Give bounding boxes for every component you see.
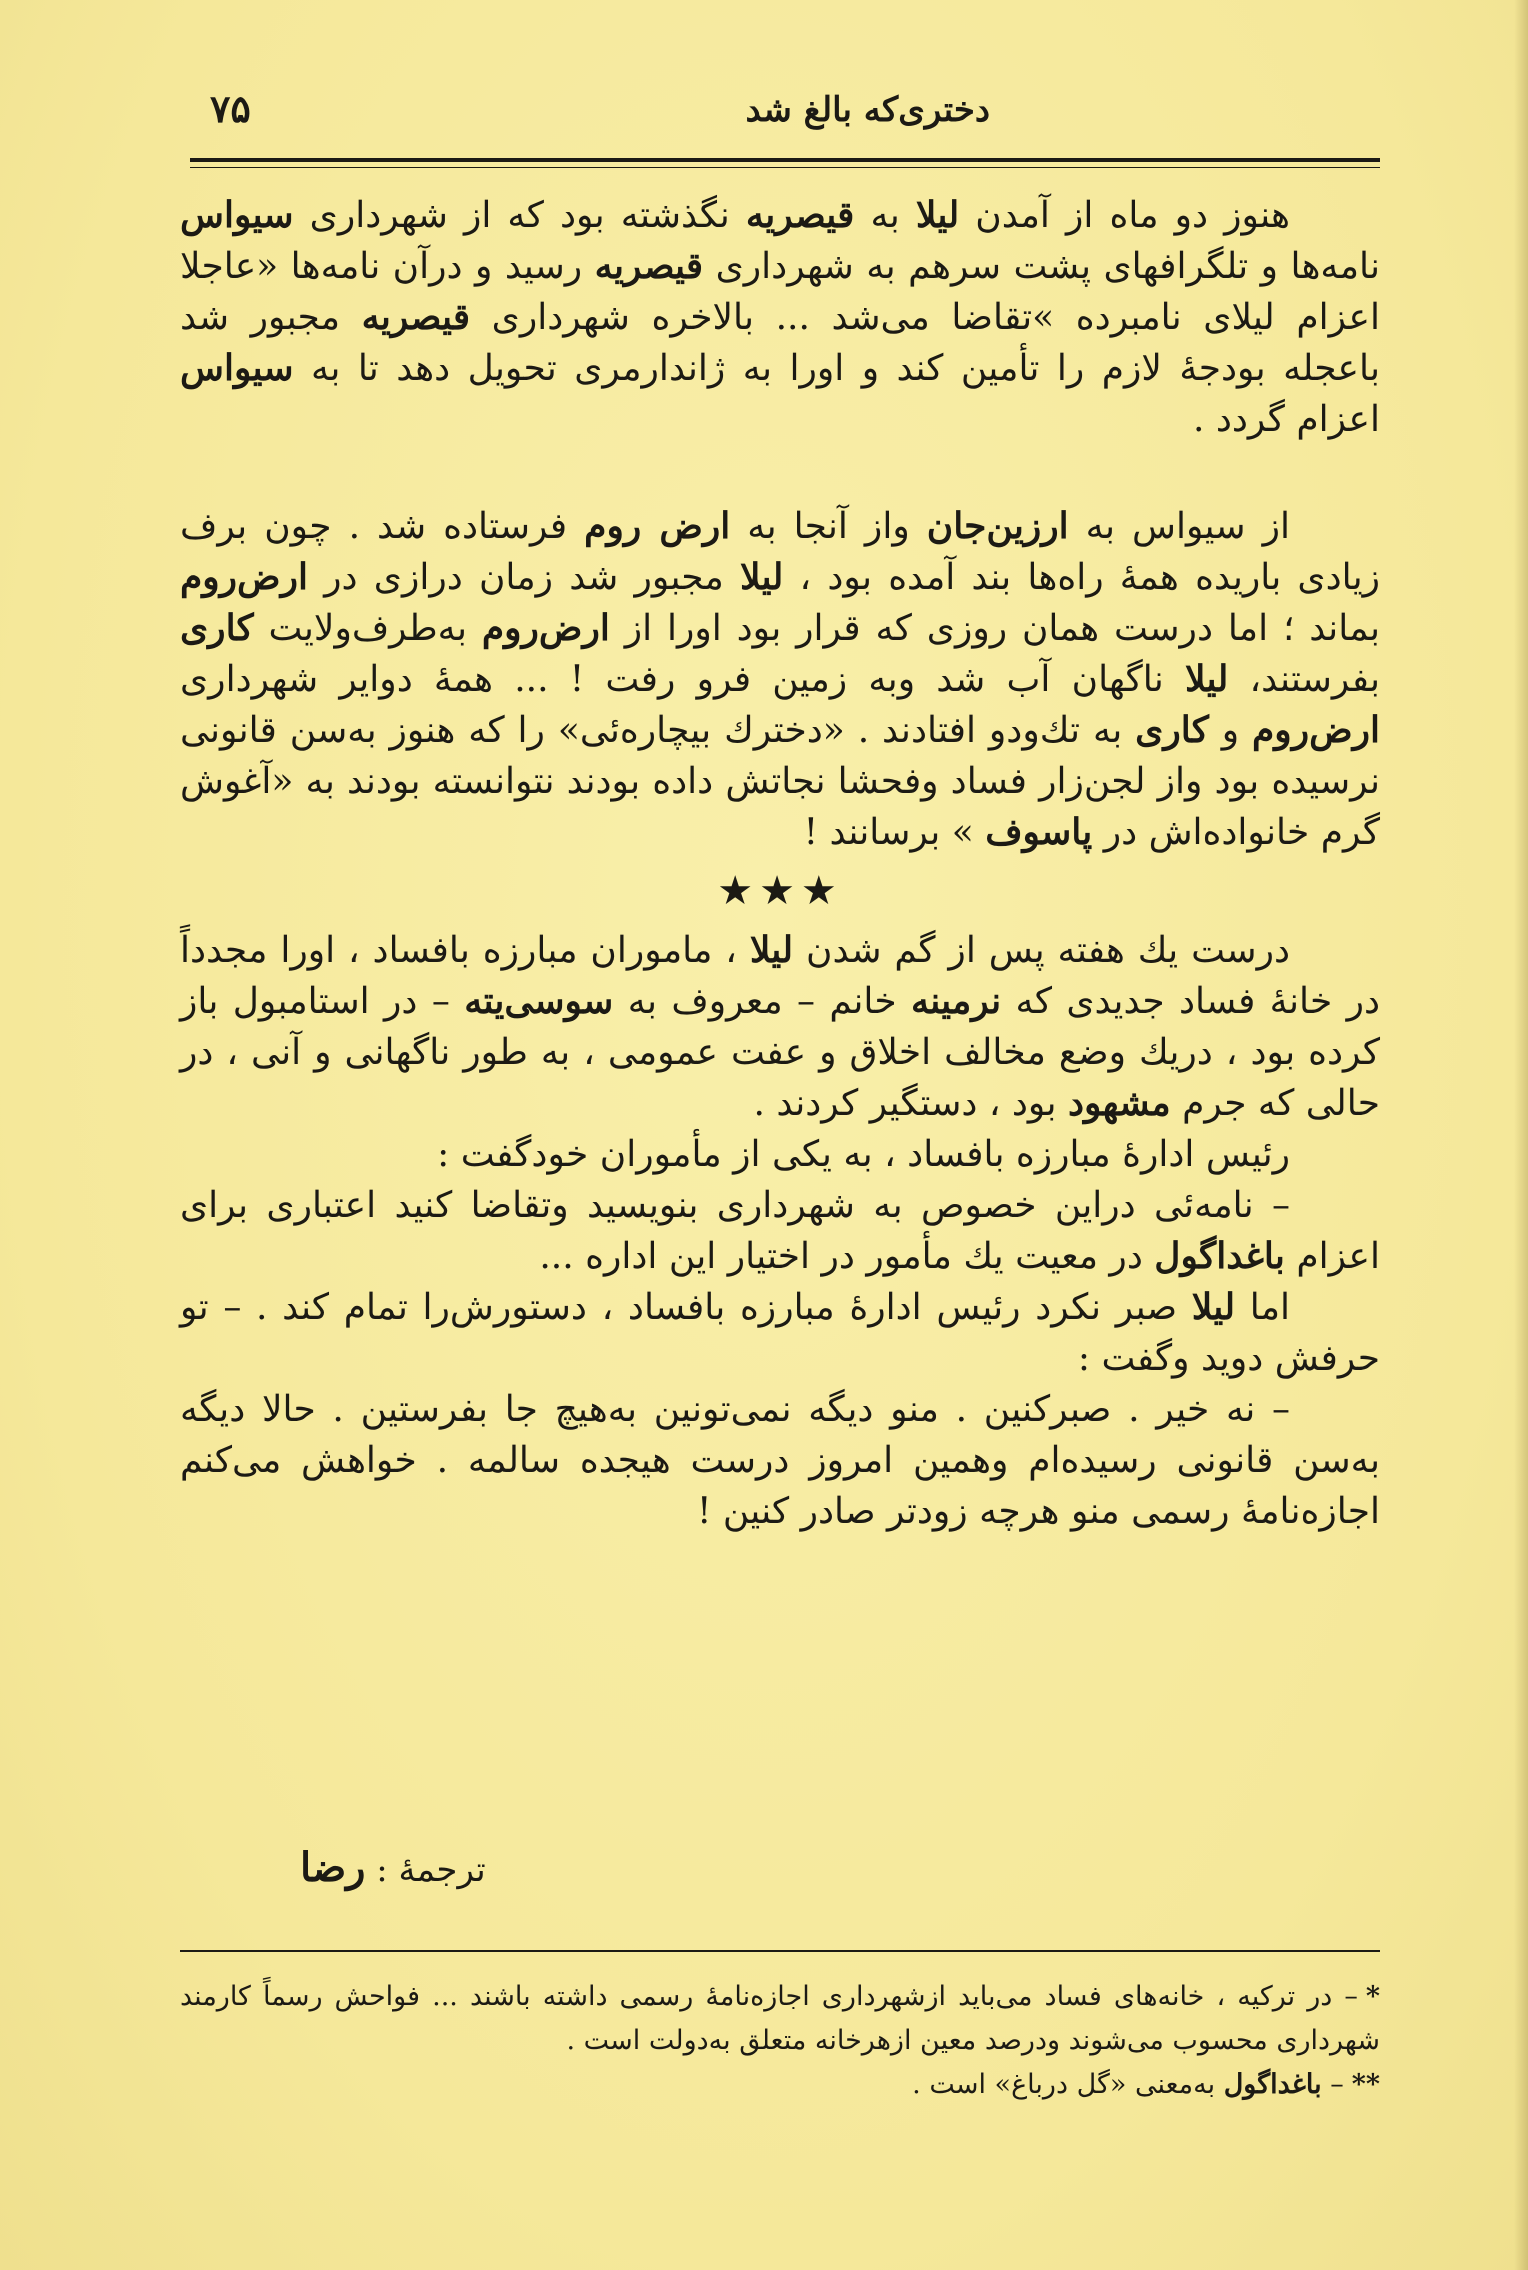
text-run: » برسانند ! bbox=[803, 812, 986, 853]
credit-label: ترجمهٔ : bbox=[365, 1850, 486, 1890]
place-bold: سیواس bbox=[180, 347, 294, 389]
footnote-1 bbox=[180, 1975, 1380, 2063]
page-number: ۷۵ bbox=[210, 86, 251, 131]
text-run: بفرستند، bbox=[1228, 659, 1380, 700]
translator-name: رضا bbox=[300, 1844, 366, 1891]
paragraph-2 bbox=[180, 501, 1380, 858]
paragraph-3 bbox=[180, 925, 1380, 1129]
footnote-mark: ** bbox=[1351, 2069, 1380, 2100]
text-run: واز آنجا به bbox=[730, 506, 927, 547]
footnote-term: باغداگول bbox=[1223, 2069, 1322, 2100]
place-bold: قیصریه bbox=[594, 245, 704, 287]
text-run: فرستاده شد . چون برف زیادی باریده همهٔ راه‌ها بند آمده بود ، bbox=[180, 506, 1381, 598]
text-run: از سیواس به bbox=[1068, 506, 1291, 547]
text-run: رسید و درآن نامه‌ها «عاجلا اعزام لیلای نامبرده »تقاضا می‌شد ... بالاخره شهرداری bbox=[180, 246, 1380, 338]
name-bold: سوسی‌یته bbox=[464, 980, 614, 1022]
text-run: هنوز دو ماه از آمدن bbox=[959, 195, 1290, 236]
text-run: ، ماموران مبارزه بافساد ، اورا مجدداً در خانهٔ فساد جدیدی که bbox=[180, 930, 1380, 1022]
text-run: – در استامبول باز کرده بود ، دریك وضع مخالف اخلاق و عفت عمومی ، به طور ناگهانی و آنی ، در حالی که جرم bbox=[180, 981, 1380, 1124]
text-run: به‌طرف‌ولایت bbox=[253, 608, 482, 649]
name-bold: لیلا bbox=[749, 929, 794, 971]
text-run: خانم – معروف به bbox=[613, 981, 911, 1022]
text-run: در معیت یك مأمور در اختیار این اداره ... bbox=[539, 1236, 1155, 1277]
name-bold: لیلا bbox=[740, 556, 784, 598]
paragraph-5 bbox=[180, 1180, 1380, 1282]
footnote-text: به‌معنی «گل درباغ» است . bbox=[912, 2069, 1224, 2100]
translator-credit bbox=[300, 1844, 486, 1891]
header-rule-thin bbox=[190, 167, 1380, 168]
footnote-text: – در ترکیه ، خانه‌های فساد می‌باید ازشهرداری اجازه‌نامهٔ رسمی داشته باشند ... فواحش رسماً کارمند شهرداری محسوب می‌شوند ودرصد معین ازهرخانه متعلق به‌دولت است . bbox=[180, 1981, 1380, 2056]
text-run: به تك‌ودو افتادند . «دخترك بیچاره‌ئی» را که هنوز به‌سن قانونی نرسیده بود واز لجن‌زار فساد وفحشا نجاتش داده بودند نتوانسته بودند به «آغوش گرم خانواده‌اش در bbox=[180, 710, 1380, 853]
text-run: اعزام گردد . bbox=[1192, 399, 1380, 440]
running-title: دختری‌که بالغ شد bbox=[745, 90, 990, 130]
text-run: به bbox=[854, 195, 916, 236]
name-bold: باغداگول bbox=[1154, 1235, 1285, 1277]
footnote-mark: * bbox=[1365, 1981, 1380, 2012]
place-bold: قیصریه bbox=[361, 296, 471, 338]
paragraph-4: رئیس ادارهٔ مبارزه بافساد ، به یکی از مأموران خودگفت : bbox=[437, 1134, 1290, 1175]
place-bold: ارض‌روم bbox=[1252, 709, 1380, 751]
text-run: مجبور شد باعجله بودجهٔ لازم را تأمین کند و اورا به ژاندارمری تحویل دهد تا به bbox=[180, 297, 1380, 389]
place-bold: کاری bbox=[1135, 709, 1209, 751]
text-run: صبر نکرد رئیس ادارهٔ مبارزه بافساد ، دستورش‌را تمام کند . – تو حرفش دوید وگفت : bbox=[180, 1287, 1380, 1379]
place-bold: ارض‌روم bbox=[180, 556, 308, 598]
article-body bbox=[180, 190, 1380, 1537]
paragraph-gap bbox=[180, 445, 1380, 501]
section-break-stars: ★★★ bbox=[717, 868, 843, 914]
page-header bbox=[190, 82, 1380, 152]
footnotes bbox=[180, 1975, 1380, 2107]
text-run: مجبور شد زمان درازی در bbox=[307, 557, 741, 598]
text-run: درست یك هفته پس از گم شدن bbox=[793, 930, 1290, 971]
place-bold: قیصریه bbox=[745, 194, 855, 236]
paragraph-6 bbox=[180, 1282, 1380, 1384]
text-run: نامه‌ها و تلگرافهای پشت سرهم به شهرداری bbox=[703, 246, 1380, 287]
paragraph-7: – نه خیر . صبرکنین . منو دیگه نمی‌تونین به‌هیچ جا بفرستین . حالا دیگه به‌سن قانونی رسیده‌ام وهمین امروز درست هیجده سالمه . خواهش می‌کنم اجازه‌نامهٔ رسمی منو هرچه زودتر صادر کنین ! bbox=[180, 1389, 1380, 1532]
text-run: بود ، دستگیر کردند . bbox=[753, 1083, 1068, 1124]
term-bold: مشهود bbox=[1068, 1082, 1171, 1124]
text-run: – نامه‌ئی دراین خصوص به شهرداری بنویسید وتقاضا کنید اعتباری برای اعزام bbox=[180, 1185, 1380, 1277]
name-bold: لیلا bbox=[1191, 1286, 1236, 1328]
paragraph-1 bbox=[180, 190, 1380, 445]
name-bold: نرمینه bbox=[910, 980, 1002, 1022]
place-bold: کاری bbox=[180, 607, 254, 649]
name-bold: لیلا bbox=[915, 194, 960, 236]
place-bold: پاسوف bbox=[985, 811, 1093, 853]
footnote-dash: – bbox=[1321, 2069, 1344, 2100]
footnote-2 bbox=[180, 2063, 1380, 2107]
place-bold: ارض‌روم bbox=[481, 607, 610, 649]
header-rule-thick bbox=[190, 158, 1380, 162]
footnote-divider bbox=[180, 1950, 1380, 1952]
name-bold: لیلا bbox=[1184, 658, 1229, 700]
text-run: ناگهان آب شد وبه زمین فرو رفت ! ... همهٔ دوایر شهرداری bbox=[180, 659, 1185, 700]
place-bold: ارض روم bbox=[584, 505, 731, 547]
page-edge-shadow bbox=[1514, 0, 1528, 2270]
text-run: اما bbox=[1235, 1287, 1290, 1328]
text-run: بماند ؛ اما درست همان روزی که قرار بود اورا از bbox=[609, 608, 1380, 649]
text-run: نگذشته بود که از شهرداری bbox=[293, 195, 746, 236]
text-run: و bbox=[1208, 710, 1253, 751]
place-bold: سیواس bbox=[180, 194, 294, 236]
place-bold: ارزین‌جان bbox=[926, 505, 1069, 547]
